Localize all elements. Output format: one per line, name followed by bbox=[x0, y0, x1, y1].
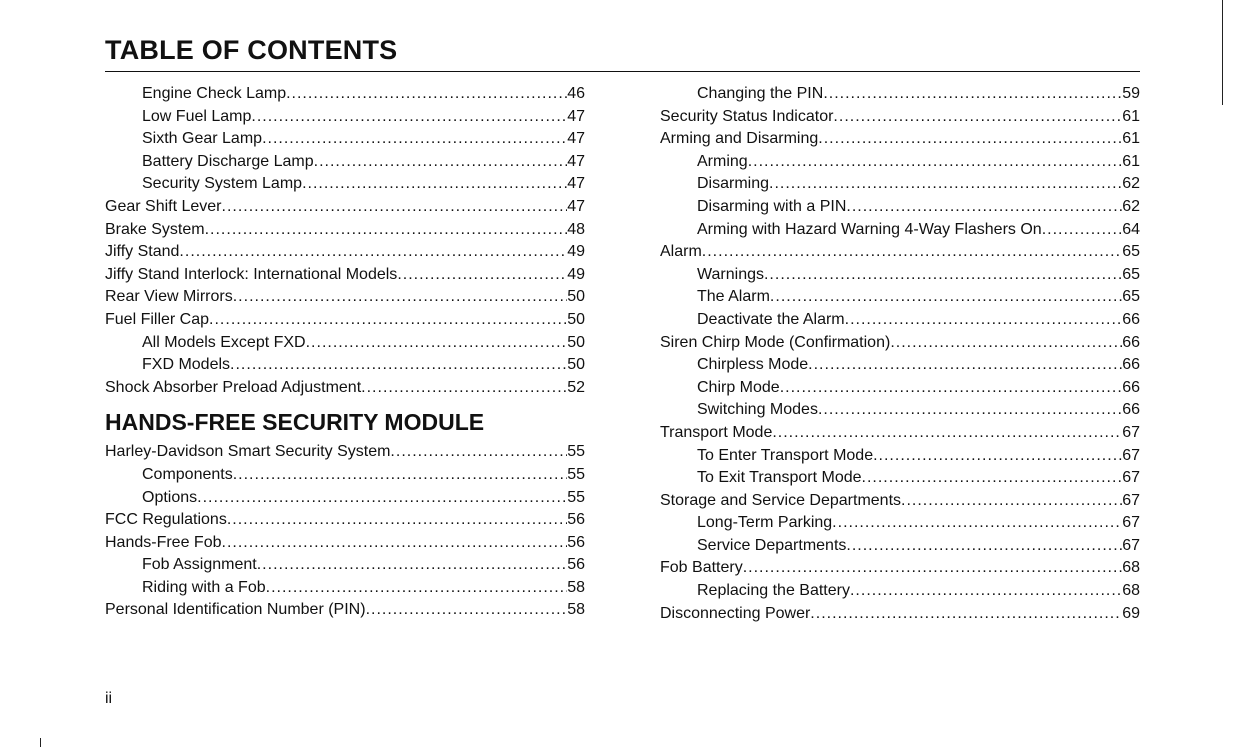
toc-entry-label: To Enter Transport Mode bbox=[697, 446, 874, 464]
dot-leader bbox=[227, 509, 567, 532]
dot-leader bbox=[873, 445, 1122, 468]
toc-subentry[interactable] bbox=[660, 83, 1140, 106]
toc-entry-page: 59 bbox=[1122, 85, 1140, 102]
toc-entry-label: Battery Discharge Lamp bbox=[142, 152, 314, 170]
toc-entry-page: 69 bbox=[1122, 604, 1140, 622]
toc-entry-page: 47 bbox=[567, 152, 585, 170]
dot-leader bbox=[306, 332, 568, 355]
toc-entry-label: Long-Term Parking bbox=[697, 514, 833, 532]
dot-leader bbox=[397, 264, 567, 287]
toc-entry-page: 62 bbox=[1122, 175, 1140, 193]
toc-entry-label: Chirpless Mode bbox=[697, 356, 809, 374]
toc-subentry[interactable] bbox=[105, 151, 585, 174]
toc-entry[interactable] bbox=[105, 264, 585, 287]
dot-leader bbox=[286, 83, 567, 106]
toc-subentry[interactable] bbox=[660, 512, 1140, 535]
toc-subentry[interactable] bbox=[660, 173, 1140, 196]
dot-leader bbox=[233, 464, 567, 487]
dot-leader bbox=[179, 241, 567, 264]
toc-entry-page: 67 bbox=[1122, 491, 1140, 509]
dot-leader bbox=[257, 554, 567, 577]
dot-leader bbox=[890, 332, 1122, 355]
dot-leader bbox=[845, 309, 1123, 332]
dot-leader bbox=[770, 286, 1122, 309]
toc-subentry[interactable] bbox=[660, 151, 1140, 174]
dot-leader bbox=[748, 151, 1123, 174]
toc-entry-label: Arming bbox=[697, 152, 748, 170]
toc-entry-label: Chirp Mode bbox=[697, 378, 780, 396]
dot-leader bbox=[808, 354, 1122, 377]
toc-entry-label: Fuel Filler Cap bbox=[105, 310, 210, 328]
toc-entry-page: 56 bbox=[567, 533, 585, 551]
toc-entry-page: 50 bbox=[567, 288, 585, 306]
toc-entry-label: Arming and Disarming bbox=[660, 130, 819, 148]
toc-entry-page: 66 bbox=[1122, 356, 1140, 374]
toc-entry[interactable] bbox=[105, 219, 585, 242]
toc-entry-page: 55 bbox=[567, 488, 585, 506]
toc-entry[interactable] bbox=[660, 332, 1140, 355]
toc-entry-page: 61 bbox=[1122, 152, 1140, 170]
toc-subentry[interactable] bbox=[660, 445, 1140, 468]
toc-entry-label: Hands-Free Fob bbox=[105, 533, 222, 551]
toc-entry-page: 49 bbox=[567, 243, 585, 261]
toc-entry[interactable] bbox=[660, 557, 1140, 580]
toc-entry[interactable] bbox=[660, 490, 1140, 513]
toc-entry-page: 61 bbox=[1122, 130, 1140, 148]
toc-entry-label: Brake System bbox=[105, 220, 205, 238]
toc-entry-page: 49 bbox=[567, 265, 585, 283]
toc-entry[interactable] bbox=[105, 599, 585, 622]
toc-entry-label: FXD Models bbox=[142, 356, 231, 374]
toc-entry-page: 65 bbox=[1122, 243, 1140, 261]
dot-leader bbox=[846, 535, 1122, 558]
toc-entry[interactable] bbox=[105, 532, 585, 555]
dot-leader bbox=[209, 309, 567, 332]
dot-leader bbox=[850, 580, 1122, 603]
toc-entry[interactable] bbox=[660, 241, 1140, 264]
toc-entry-page: 50 bbox=[567, 356, 585, 374]
toc-entry[interactable] bbox=[660, 128, 1140, 151]
dot-leader bbox=[833, 106, 1122, 129]
toc-subentry[interactable] bbox=[105, 354, 585, 377]
toc-entry-label: Disarming bbox=[697, 175, 770, 193]
toc-entry-page: 65 bbox=[1122, 288, 1140, 306]
toc-entry-label: To Exit Transport Mode bbox=[697, 469, 862, 487]
section-heading: HANDS-FREE SECURITY MODULE bbox=[105, 409, 485, 436]
dot-leader bbox=[846, 196, 1122, 219]
page-title: TABLE OF CONTENTS bbox=[105, 35, 398, 65]
toc-entry-label: Transport Mode bbox=[660, 423, 773, 441]
toc-entry-page: 64 bbox=[1122, 220, 1140, 238]
toc-entry-label: Low Fuel Lamp bbox=[142, 107, 252, 125]
toc-entry-page: 66 bbox=[1122, 310, 1140, 328]
toc-entry-label: Gear Shift Lever bbox=[105, 197, 222, 215]
toc-entry-label: Engine Check Lamp bbox=[142, 85, 287, 102]
toc-entry-label: Alarm bbox=[660, 243, 702, 261]
toc-entry-page: 66 bbox=[1122, 401, 1140, 419]
dot-leader bbox=[262, 128, 567, 151]
toc-entry-label: Jiffy Stand bbox=[105, 243, 180, 261]
toc-entry[interactable] bbox=[105, 309, 585, 332]
dot-leader bbox=[222, 196, 568, 219]
toc-entry-page: 47 bbox=[567, 130, 585, 148]
toc-entry-label: Components bbox=[142, 465, 233, 483]
toc-entry[interactable] bbox=[660, 106, 1140, 129]
toc-entry-page: 55 bbox=[567, 465, 585, 483]
dot-leader bbox=[818, 128, 1122, 151]
toc-entry-page: 47 bbox=[567, 175, 585, 193]
toc-entry-label: Siren Chirp Mode (Confirmation) bbox=[660, 333, 891, 351]
toc-entry-label: Jiffy Stand Interlock: International Models bbox=[105, 265, 398, 283]
toc-entry-page: 68 bbox=[1122, 559, 1140, 577]
dot-leader bbox=[702, 241, 1122, 264]
dot-leader bbox=[769, 173, 1122, 196]
dot-leader bbox=[764, 264, 1122, 287]
toc-subentry[interactable] bbox=[105, 577, 585, 600]
toc-entry[interactable] bbox=[105, 441, 585, 464]
toc-entry-label: Replacing the Battery bbox=[697, 582, 850, 600]
toc-subentry[interactable] bbox=[660, 354, 1140, 377]
toc-entry[interactable] bbox=[660, 422, 1140, 445]
dot-leader bbox=[197, 487, 567, 510]
toc-right-column bbox=[660, 83, 1140, 625]
toc-entry-page: 56 bbox=[567, 556, 585, 574]
toc-subentry[interactable] bbox=[660, 309, 1140, 332]
toc-entry-label: Switching Modes bbox=[697, 401, 818, 419]
dot-leader bbox=[361, 377, 567, 400]
dot-leader bbox=[823, 83, 1122, 106]
dot-leader bbox=[901, 490, 1122, 513]
toc-subentry[interactable] bbox=[660, 264, 1140, 287]
toc-entry-page: 50 bbox=[567, 310, 585, 328]
toc-entry-page: 62 bbox=[1122, 197, 1140, 215]
toc-subentry[interactable] bbox=[660, 580, 1140, 603]
toc-entry-label: Sixth Gear Lamp bbox=[142, 130, 263, 148]
dot-leader bbox=[222, 532, 568, 555]
toc-subentry[interactable] bbox=[660, 219, 1140, 242]
corner-tick-mark bbox=[40, 738, 41, 747]
toc-entry-label: Warnings bbox=[697, 265, 764, 283]
toc-subentry[interactable] bbox=[105, 83, 585, 106]
toc-left-column bbox=[105, 83, 585, 622]
toc-entry-label: Disarming with a PIN bbox=[697, 197, 847, 215]
page-edge-mark bbox=[1222, 0, 1223, 105]
dot-leader bbox=[314, 151, 568, 174]
toc-entry-page: 50 bbox=[567, 333, 585, 351]
toc-entry-label: Harley-Davidson Smart Security System bbox=[105, 443, 391, 461]
toc-entry-label: Shock Absorber Preload Adjustment bbox=[105, 378, 362, 396]
toc-entry-label: Options bbox=[142, 488, 198, 506]
toc-entry[interactable] bbox=[105, 196, 585, 219]
toc-entry[interactable] bbox=[105, 286, 585, 309]
toc-subentry[interactable] bbox=[105, 128, 585, 151]
title-divider bbox=[105, 71, 1140, 72]
toc-entry-label: Storage and Service Departments bbox=[660, 491, 902, 509]
toc-entry-page: 67 bbox=[1122, 536, 1140, 554]
dot-leader bbox=[772, 422, 1122, 445]
toc-entry-label: All Models Except FXD bbox=[142, 333, 306, 351]
dot-leader bbox=[810, 603, 1122, 626]
dot-leader bbox=[818, 399, 1122, 422]
toc-entry[interactable] bbox=[105, 241, 585, 264]
dot-leader bbox=[366, 599, 568, 622]
toc-entry-label: Fob Assignment bbox=[142, 556, 257, 574]
toc-subentry[interactable] bbox=[660, 399, 1140, 422]
toc-entry[interactable] bbox=[105, 509, 585, 532]
toc-entry-label: Personal Identification Number (PIN) bbox=[105, 601, 366, 619]
dot-leader bbox=[832, 512, 1122, 535]
dot-leader bbox=[302, 173, 567, 196]
toc-entry-page: 48 bbox=[567, 220, 585, 238]
toc-entry-page: 47 bbox=[567, 197, 585, 215]
toc-entry-label: Service Departments bbox=[697, 536, 847, 554]
dot-leader bbox=[390, 441, 567, 464]
dot-leader bbox=[205, 219, 568, 242]
toc-entry-label: Disconnecting Power bbox=[660, 604, 811, 622]
dot-leader bbox=[862, 467, 1123, 490]
toc-entry-label: Rear View Mirrors bbox=[105, 288, 233, 306]
toc-entry-page: 61 bbox=[1122, 107, 1140, 125]
toc-subentry[interactable] bbox=[105, 332, 585, 355]
toc-entry-page: 56 bbox=[567, 511, 585, 529]
toc-entry-page: 58 bbox=[567, 601, 585, 619]
toc-entry-page: 46 bbox=[567, 85, 585, 102]
toc-entry-page: 67 bbox=[1122, 446, 1140, 464]
toc-entry-label: Security Status Indicator bbox=[660, 107, 834, 125]
toc-entry-label: FCC Regulations bbox=[105, 511, 227, 529]
toc-entry-label: Deactivate the Alarm bbox=[697, 310, 845, 328]
dot-leader bbox=[266, 577, 568, 600]
toc-entry[interactable] bbox=[105, 377, 585, 400]
dot-leader bbox=[233, 286, 567, 309]
toc-subentry[interactable] bbox=[660, 377, 1140, 400]
toc-entry-label: Arming with Hazard Warning 4-Way Flashers On bbox=[697, 220, 1042, 238]
toc-entry-page: 52 bbox=[567, 378, 585, 396]
toc-entry-label: Fob Battery bbox=[660, 559, 743, 577]
toc-entry-page: 65 bbox=[1122, 265, 1140, 283]
toc-subentry[interactable] bbox=[660, 535, 1140, 558]
toc-entry-page: 67 bbox=[1122, 423, 1140, 441]
toc-entry-page: 66 bbox=[1122, 333, 1140, 351]
toc-entry[interactable] bbox=[660, 603, 1140, 626]
toc-subentry[interactable] bbox=[105, 173, 585, 196]
dot-leader bbox=[251, 106, 567, 129]
toc-entry-page: 67 bbox=[1122, 469, 1140, 487]
toc-subentry[interactable] bbox=[660, 196, 1140, 219]
toc-entry-page: 58 bbox=[567, 578, 585, 596]
toc-subentry[interactable] bbox=[105, 487, 585, 510]
page-number: ii bbox=[105, 690, 113, 707]
toc-subentry[interactable] bbox=[105, 554, 585, 577]
toc-subentry[interactable] bbox=[660, 467, 1140, 490]
toc-subentry[interactable] bbox=[660, 286, 1140, 309]
dot-leader bbox=[780, 377, 1123, 400]
toc-entry-label: Changing the PIN bbox=[697, 85, 824, 102]
toc-entry-page: 47 bbox=[567, 107, 585, 125]
toc-entry-page: 67 bbox=[1122, 514, 1140, 532]
toc-entry-page: 55 bbox=[567, 443, 585, 461]
dot-leader bbox=[1042, 219, 1123, 242]
dot-leader bbox=[743, 557, 1123, 580]
toc-subentry[interactable] bbox=[105, 106, 585, 129]
toc-entry-label: Riding with a Fob bbox=[142, 578, 266, 596]
toc-entry-label: Security System Lamp bbox=[142, 175, 303, 193]
toc-subentry[interactable] bbox=[105, 464, 585, 487]
toc-entry-page: 68 bbox=[1122, 582, 1140, 600]
dot-leader bbox=[230, 354, 567, 377]
toc-entry-label: The Alarm bbox=[697, 288, 770, 306]
toc-entry-page: 66 bbox=[1122, 378, 1140, 396]
